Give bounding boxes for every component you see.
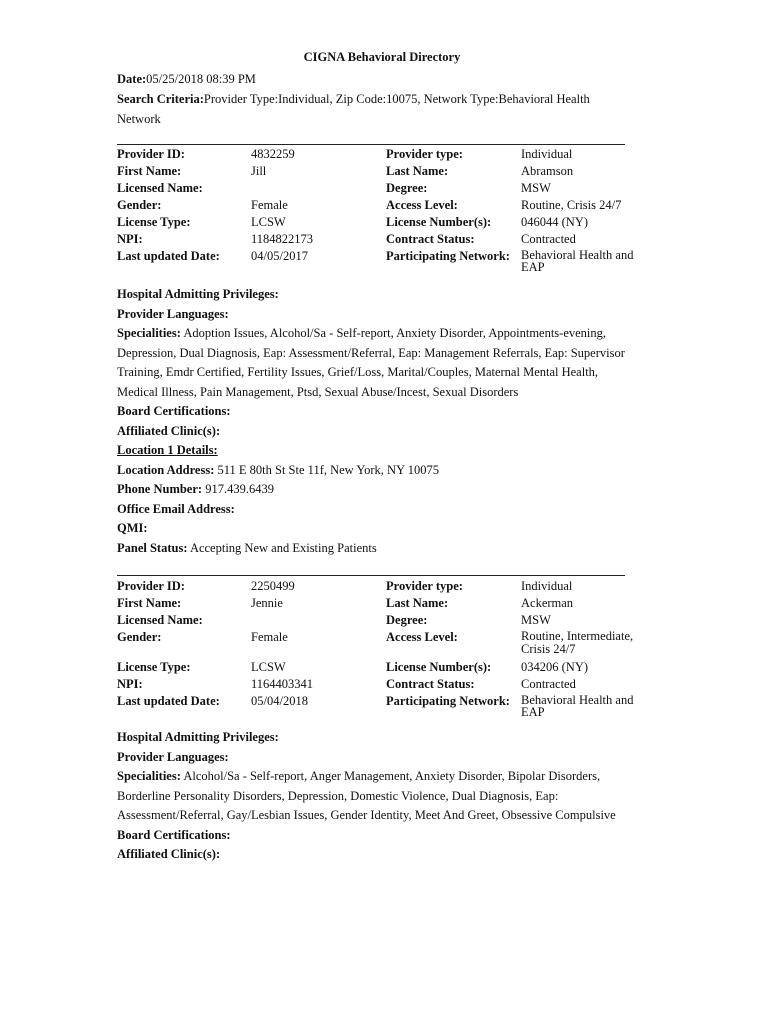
license-type-label: License Type: xyxy=(117,215,191,229)
gender-value: Female xyxy=(251,630,288,644)
date-value: 05/25/2018 08:39 PM xyxy=(146,72,256,86)
search-criteria-value: Provider Type:Individual, Zip Code:10075, Network Type:Behavioral Health xyxy=(203,92,590,106)
access-level-label: Access Level: xyxy=(386,198,458,212)
license-numbers-value: 046044 (NY) xyxy=(521,215,589,229)
provider-1-details xyxy=(117,147,647,273)
access-level-value: Routine, Crisis 24/7 xyxy=(521,198,622,212)
provider-type-value: Individual xyxy=(521,147,573,161)
provider-1-profile xyxy=(117,285,657,558)
specialities-text: Assessment/Referral, Gay/Lesbian Issues, Gender Identity, Meet And Greet, Obsessive Compulsive xyxy=(117,808,616,822)
participating-network-label: Participating Network: xyxy=(386,694,510,708)
provider-2-profile xyxy=(117,728,657,865)
license-numbers-value: 034206 (NY) xyxy=(521,660,589,674)
document-title: CIGNA Behavioral Directory xyxy=(303,50,461,64)
access-level-label: Access Level: xyxy=(386,630,458,644)
specialities-text: Depression, Dual Diagnosis, Eap: Assessment/Referral, Eap: Management Referrals, Eap: Supervisor xyxy=(117,345,625,360)
licensed-name-value xyxy=(251,181,386,196)
affiliated-clinics-label: Affiliated Clinic(s): xyxy=(117,423,221,438)
affiliated-clinics-label: Affiliated Clinic(s): xyxy=(117,847,221,861)
table-row xyxy=(117,660,647,675)
table-row xyxy=(117,613,647,628)
degree-value: MSW xyxy=(521,181,551,195)
search-criteria-line xyxy=(117,91,590,107)
license-numbers-label: License Number(s): xyxy=(386,215,492,229)
table-row xyxy=(117,630,647,656)
last-name-label: Last Name: xyxy=(386,164,449,178)
provider-languages-label: Provider Languages: xyxy=(117,749,229,764)
specialities-text: Borderline Personality Disorders, Depression, Domestic Violence, Dual Diagnosis, Eap: xyxy=(117,788,559,803)
contract-status-label: Contract Status: xyxy=(386,232,475,246)
hospital-privileges-label: Hospital Admitting Privileges: xyxy=(117,730,279,744)
licensed-name-value xyxy=(251,613,386,628)
search-criteria-continuation: Network xyxy=(117,112,161,126)
specialities-text: Alcohol/Sa - Self-report, Anger Management, Anxiety Disorder, Bipolar Disorders, xyxy=(183,769,601,783)
gender-label: Gender: xyxy=(117,198,162,212)
npi-value: 1184822173 xyxy=(251,232,314,246)
contract-status-value: Contracted xyxy=(521,232,576,246)
location-address-label: Location Address: xyxy=(117,462,215,477)
location-address-line xyxy=(117,461,657,481)
specialities-text: Training, Emdr Certified, Fertility Issues, Grief/Loss, Marital/Couples, Maternal Mental Health, xyxy=(117,365,599,379)
gender-value: Female xyxy=(251,198,288,212)
specialities-label: Specialities: xyxy=(117,326,181,340)
participating-network-line-1: Behavioral Health and xyxy=(521,693,634,707)
specialities-text: Adoption Issues, Alcohol/Sa - Self-report, Anxiety Disorder, Appointments-evening, xyxy=(183,326,607,340)
contract-status-label: Contract Status: xyxy=(386,677,475,691)
table-row xyxy=(117,677,647,692)
table-row xyxy=(117,181,647,196)
provider-id-label: Provider ID: xyxy=(117,579,185,593)
contract-status-value: Contracted xyxy=(521,677,576,691)
last-updated-label: Last updated Date: xyxy=(117,249,220,263)
first-name-value: Jill xyxy=(251,164,267,178)
provider-id-value: 2250499 xyxy=(251,579,295,593)
last-updated-value: 04/05/2017 xyxy=(251,249,308,263)
access-level-line-2: Crisis 24/7 xyxy=(521,642,576,656)
table-row xyxy=(117,147,647,162)
provider-id-label: Provider ID: xyxy=(117,147,185,161)
provider-type-label: Provider type: xyxy=(386,579,463,593)
specialities-line xyxy=(117,767,657,787)
participating-network-value xyxy=(521,249,647,273)
specialities-label: Specialities: xyxy=(117,769,181,783)
last-name-label: Last Name: xyxy=(386,596,449,610)
access-level-line-1: Routine, Intermediate, xyxy=(521,629,634,643)
first-name-label: First Name: xyxy=(117,164,182,178)
provider-type-label: Provider type: xyxy=(386,147,463,161)
last-name-value: Ackerman xyxy=(521,596,574,610)
npi-label: NPI: xyxy=(117,232,143,246)
license-type-value: LCSW xyxy=(251,215,286,229)
provider-languages-label: Provider Languages: xyxy=(117,306,229,321)
provider-type-value: Individual xyxy=(521,579,573,593)
license-numbers-label: License Number(s): xyxy=(386,660,492,674)
office-email-label: Office Email Address: xyxy=(117,501,235,516)
specialities-line xyxy=(117,324,657,344)
phone-value: 917.439.6439 xyxy=(205,482,274,496)
search-criteria-label: Search Criteria: xyxy=(117,92,204,106)
table-row xyxy=(117,596,647,611)
table-row xyxy=(117,215,647,230)
specialities-text: Medical Illness, Pain Management, Ptsd, Sexual Abuse/Incest, Sexual Disorders xyxy=(117,384,519,399)
provider-id-value: 4832259 xyxy=(251,147,295,161)
date-line xyxy=(117,71,256,87)
last-name-value: Abramson xyxy=(521,164,574,178)
table-row xyxy=(117,579,647,594)
degree-value: MSW xyxy=(521,613,551,627)
panel-status-line xyxy=(117,539,657,559)
first-name-label: First Name: xyxy=(117,596,182,610)
participating-network-value xyxy=(521,694,647,718)
participating-network-line-2: EAP xyxy=(521,260,545,274)
hospital-privileges-label: Hospital Admitting Privileges: xyxy=(117,287,279,301)
access-level-value xyxy=(521,630,647,656)
divider xyxy=(117,575,625,576)
participating-network-line-2: EAP xyxy=(521,705,545,719)
table-row xyxy=(117,232,647,247)
last-updated-label: Last updated Date: xyxy=(117,694,220,708)
license-type-label: License Type: xyxy=(117,660,191,674)
participating-network-label: Participating Network: xyxy=(386,249,510,263)
participating-network-line-1: Behavioral Health and xyxy=(521,248,634,262)
phone-line xyxy=(117,480,657,500)
first-name-value: Jennie xyxy=(251,596,283,610)
board-certifications-label: Board Certifications: xyxy=(117,827,231,842)
licensed-name-label: Licensed Name: xyxy=(117,181,203,195)
date-label: Date: xyxy=(117,72,147,86)
divider xyxy=(117,144,625,145)
panel-status-value: Accepting New and Existing Patients xyxy=(189,540,377,555)
license-type-value: LCSW xyxy=(251,660,286,674)
degree-label: Degree: xyxy=(386,181,428,195)
table-row xyxy=(117,694,647,718)
npi-value: 1164403341 xyxy=(251,677,314,691)
table-row xyxy=(117,164,647,179)
board-certifications-label: Board Certifications: xyxy=(117,404,231,418)
licensed-name-label: Licensed Name: xyxy=(117,613,203,627)
table-row xyxy=(117,249,647,273)
provider-2-details xyxy=(117,579,647,718)
gender-label: Gender: xyxy=(117,630,162,644)
location-details-heading: Location 1 Details: xyxy=(117,443,218,457)
last-updated-value: 05/04/2018 xyxy=(251,694,308,708)
location-address-value: 511 E 80th St Ste 11f, New York, NY 10075 xyxy=(217,462,440,477)
panel-status-label: Panel Status: xyxy=(117,540,188,555)
degree-label: Degree: xyxy=(386,613,428,627)
qmi-label: QMI: xyxy=(117,521,148,535)
phone-label: Phone Number: xyxy=(117,482,203,496)
npi-label: NPI: xyxy=(117,677,143,691)
table-row xyxy=(117,198,647,213)
